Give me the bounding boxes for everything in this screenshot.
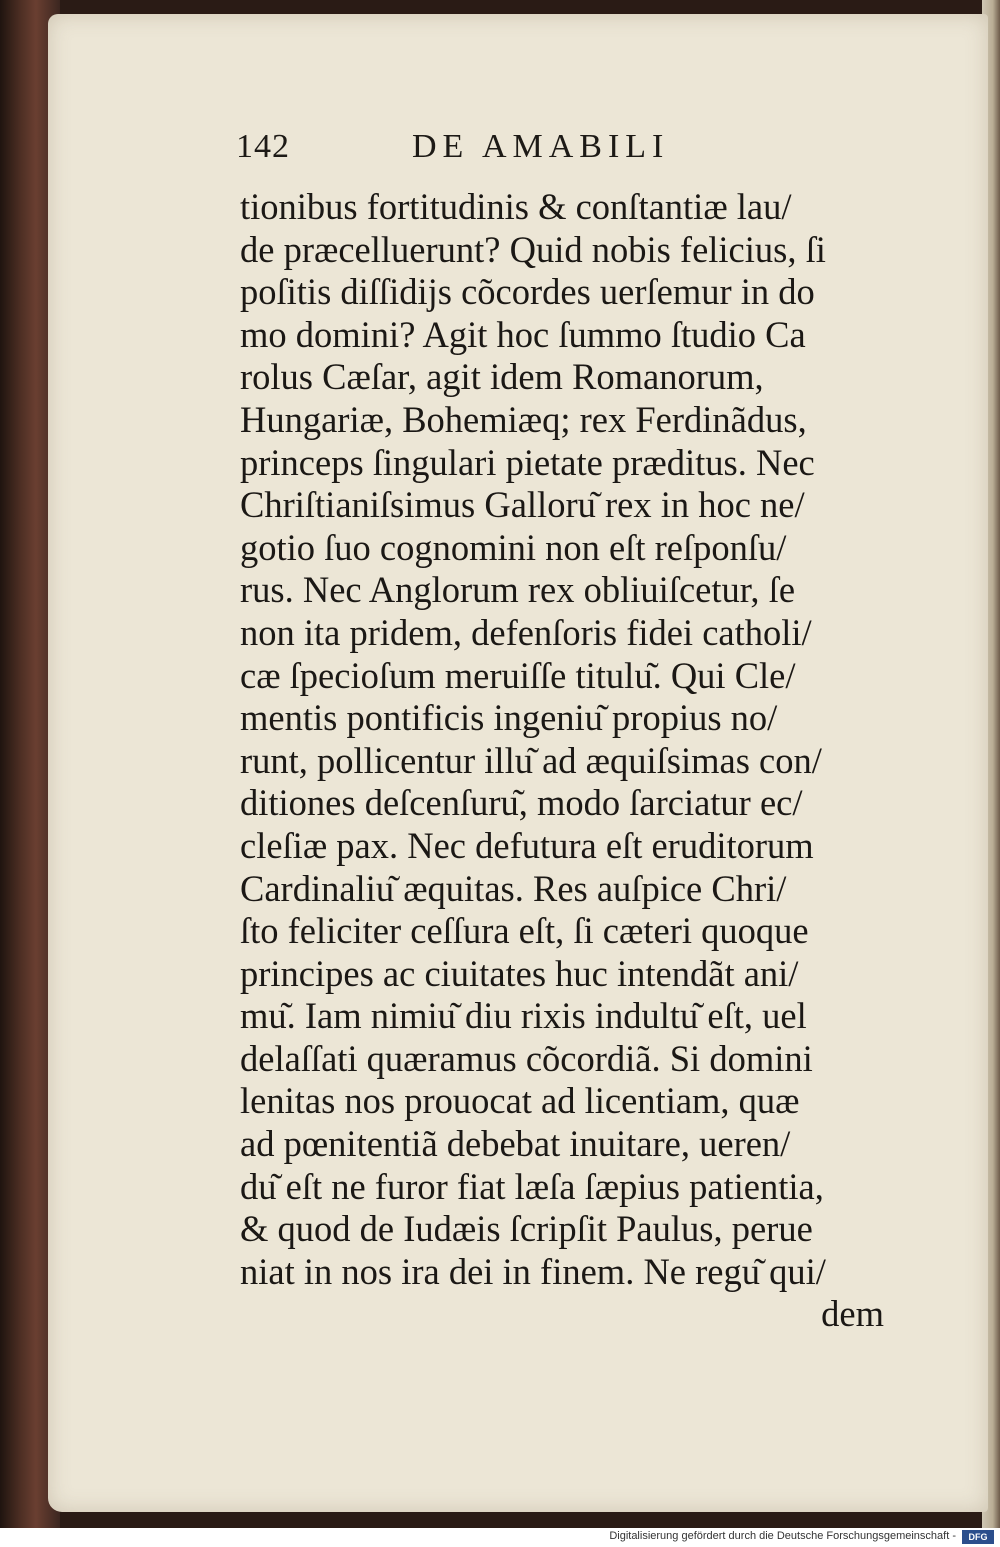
funding-credit: Digitalisierung gefördert durch die Deutsche Forschungsgemeinschaft - xyxy=(609,1530,956,1542)
text-line: principes ac ciuitates huc intendãt ani/ xyxy=(240,952,799,994)
text-line: mu͂. Iam nimiu͂ diu rixis indultu͂ eſt, uel xyxy=(240,995,807,1037)
text-line: Chriſtianiſsimus Galloru͂ rex in hoc ne/ xyxy=(240,484,805,526)
text-line: delaſſati quæramus cõcordiã. Si domini xyxy=(240,1037,813,1079)
text-line: niat in nos ira dei in finem. Ne regu͂ qui/ xyxy=(240,1250,826,1292)
text-line: & quod de Iudæis ſcripſit Paulus, perue xyxy=(240,1208,813,1250)
text-line: lenitas nos prouocat ad licentiam, quæ xyxy=(240,1080,800,1122)
text-line: poſitis diſſidijs cõcordes uerſemur in do xyxy=(240,271,815,313)
text-line: ad pœnitentiã debebat inuitare, ueren/ xyxy=(240,1123,791,1165)
text-line: Cardinaliu͂ æquitas. Res auſpice Chri/ xyxy=(240,867,787,909)
text-line: ditiones deſcenſuru͂, modo ſarciatur ec/ xyxy=(240,782,803,824)
text-line: de præcelluerunt? Quid nobis felicius, ſi xyxy=(240,228,826,270)
text-line: gotio ſuo cognomini non eſt reſponſu/ xyxy=(240,526,787,568)
text-line: cæ ſpecioſum meruiſſe titulu͂. Qui Cle/ xyxy=(240,654,796,696)
text-line: tionibus fortitudinis & conſtantiæ lau/ xyxy=(240,186,792,227)
page-number: 142 xyxy=(236,128,290,165)
digitization-footer xyxy=(0,1528,1000,1547)
running-title: DE AMABILI xyxy=(412,128,670,165)
text-line: Hungariæ, Bohemiæq; rex Ferdinãdus, xyxy=(240,398,807,440)
body-text xyxy=(240,186,900,1335)
text-line: rolus Cæſar, agit idem Romanorum, xyxy=(240,356,764,398)
text-line: mo domini? Agit hoc ſummo ſtudio Ca xyxy=(240,313,806,355)
text-line: mentis pontificis ingeniu͂ propius no/ xyxy=(240,697,778,739)
text-line: du͂ eſt ne furor fiat læſa ſæpius patientia, xyxy=(240,1165,824,1207)
text-line: cleſiæ pax. Nec defutura eſt eruditorum xyxy=(240,824,814,866)
text-line: non ita pridem, defenſoris fidei catholi/ xyxy=(240,611,812,653)
text-line: rus. Nec Anglorum rex obliuiſcetur, ſe xyxy=(240,569,796,611)
catchword: dem xyxy=(821,1293,884,1335)
text-line: ſto feliciter ceſſura eſt, ſi cæteri quoque xyxy=(240,910,809,952)
dfg-logo-icon: DFG xyxy=(962,1530,994,1544)
text-line: runt, pollicentur illu͂ ad æquiſsimas con/ xyxy=(240,739,822,781)
running-head xyxy=(236,128,706,172)
text-line: princeps ſingulari pietate præditus. Nec xyxy=(240,441,815,483)
